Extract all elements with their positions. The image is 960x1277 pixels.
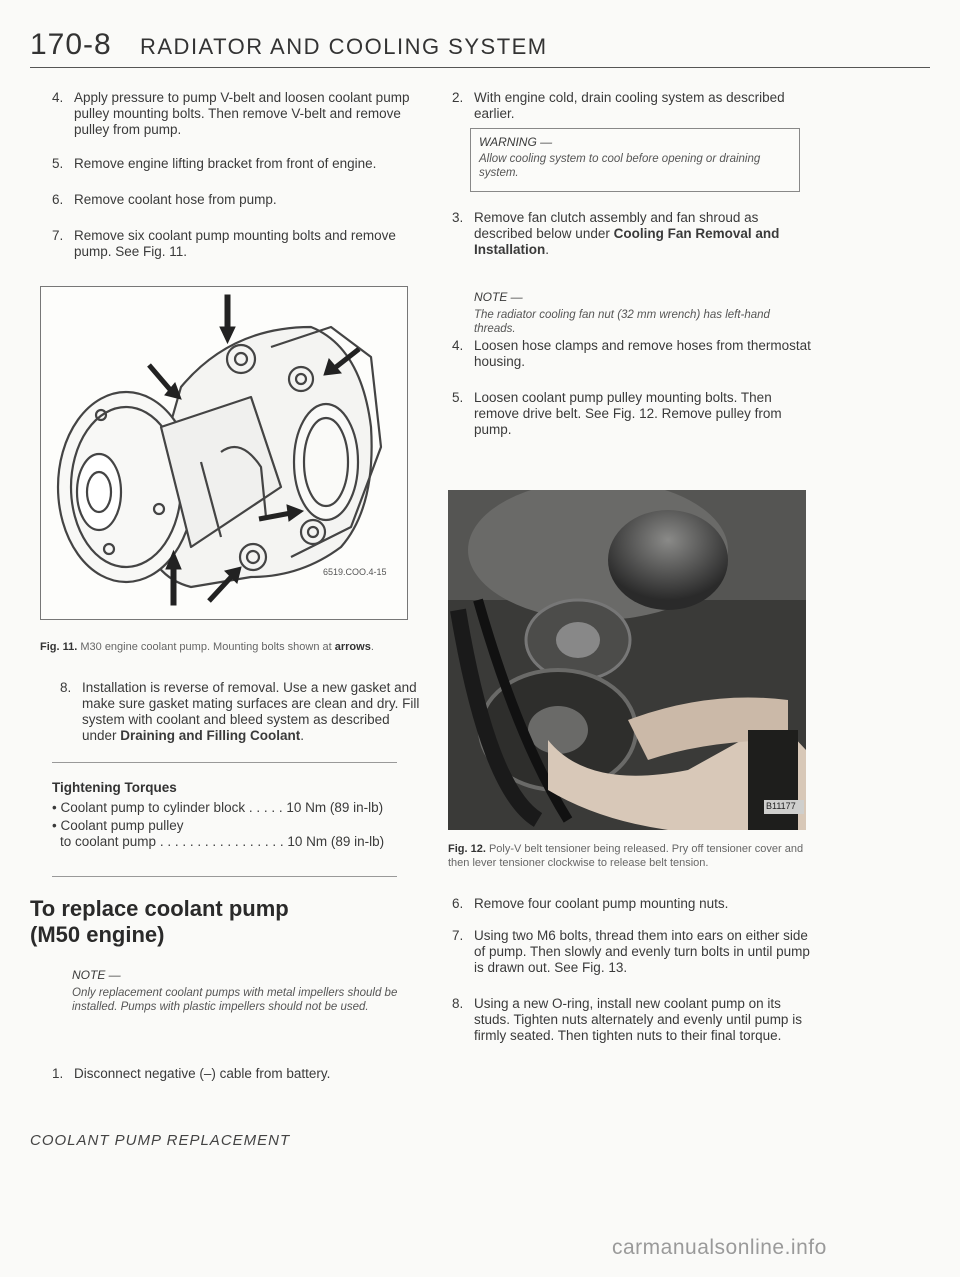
step-right-5: 5. Loosen coolant pump pulley mounting bolts. Then remove drive belt. See Fig. 12. Remove pulley from pump. (452, 390, 782, 437)
page-number: 170-8 (30, 28, 112, 61)
step-right-7: 7. Using two M6 bolts, thread them into ears on either side of pump. Then slowly and evenly turn bolts in until pump is drawn out. See Fig. 13. (452, 928, 810, 975)
figure-11-code: 6519.COO.4-15 (323, 567, 387, 577)
page-header (30, 28, 930, 68)
engine-belt-photo (448, 490, 806, 830)
step-left-8: 8. Installation is reverse of removal. Use a new gasket and make sure gasket mating surfaces are clean and dry. Fill system with coolant and bleed system as described under Draining and Filling Coolant. (60, 680, 420, 743)
step-left-1: 1. Disconnect negative (–) cable from battery. (52, 1066, 331, 1081)
right-note: NOTE — The radiator cooling fan nut (32 mm wrench) has left-hand threads. (474, 290, 770, 335)
figure-11-caption: Fig. 11. M30 engine coolant pump. Mounting bolts shown at arrows. (40, 641, 374, 653)
section-title: To replace coolant pump (M50 engine) (30, 896, 289, 947)
step-left-7: 7. Remove six coolant pump mounting bolts and remove pump. See Fig. 11. (52, 228, 396, 259)
figure-11-box (40, 286, 408, 620)
step-right-2: 2. With engine cold, drain cooling system as described earlier. (452, 90, 785, 121)
step-right-4: 4. Loosen hose clamps and remove hoses from thermostat housing. (452, 338, 811, 369)
step-right-8: 8. Using a new O-ring, install new coolant pump on its studs. Tighten nuts alternately and evenly until pump is firmly seated. Then tighten nuts to their final torque. (452, 996, 802, 1043)
step-left-6: 6. Remove coolant hose from pump. (52, 192, 277, 207)
figure-12-code: B11177 (766, 801, 796, 811)
tightening-torques-box (52, 762, 397, 882)
watermark[interactable]: carmanualsonline.info (612, 1236, 827, 1259)
torque-item-2b: to coolant pump . . . . . . . . . . . . . . . . . 10 Nm (89 in-lb) (60, 834, 385, 849)
torque-item-1: • Coolant pump to cylinder block . . . . . 10 Nm (89 in-lb) (52, 800, 384, 815)
figure-12-photo (448, 490, 806, 830)
figure-12-caption: Fig. 12. Poly-V belt tensioner being released. Pry off tensioner cover and then lever tensioner clockwise to release belt tension. (448, 843, 804, 869)
chapter-title: RADIATOR AND COOLING SYSTEM (140, 34, 548, 59)
step-left-5: 5. Remove engine lifting bracket from front of engine. (52, 156, 377, 171)
warning-box: WARNING — Allow cooling system to cool before opening or draining system. (470, 128, 800, 192)
step-right-3: 3. Remove fan clutch assembly and fan shroud as described below under Cooling Fan Removal and Installation. (452, 210, 780, 257)
torques-title: Tightening Torques (52, 780, 177, 795)
page-footer: COOLANT PUMP REPLACEMENT (30, 1132, 291, 1149)
step-right-6: 6. Remove four coolant pump mounting nuts. (452, 896, 729, 911)
step-left-4: 4. Apply pressure to pump V-belt and loosen coolant pump pulley mounting bolts. Then remove V-belt and remove pulley from pump. (52, 90, 410, 137)
left-note: NOTE — Only replacement coolant pumps with metal impellers should be installed. Pumps with plastic impellers should not be used. (72, 968, 398, 1013)
torque-item-2a: • Coolant pump pulley (52, 818, 184, 833)
